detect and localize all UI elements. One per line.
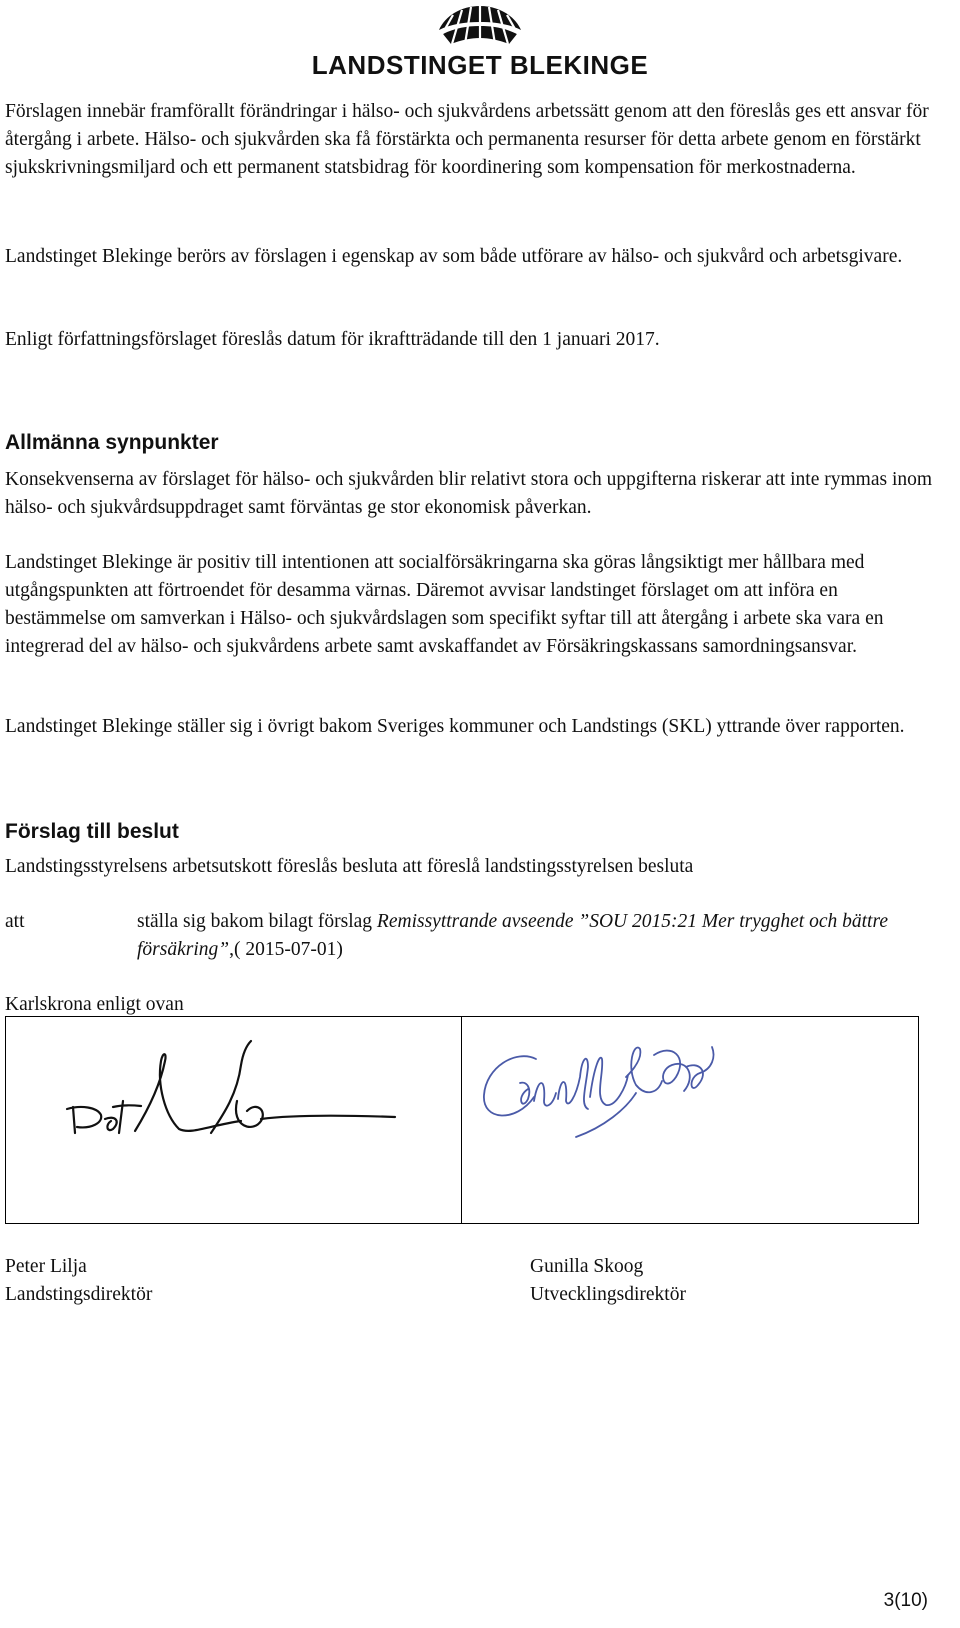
- organization-name: LANDSTINGET BLEKINGE: [311, 50, 649, 80]
- general-paragraph-3: Landstinget Blekinge ställer sig i övrigt bakom Sveriges kommuner och Landstings (SKL) yttrande över rapporten.: [5, 716, 905, 737]
- organization-logo: [300, 4, 660, 84]
- page-number: 3(10): [883, 1590, 928, 1611]
- place-line: Karlskrona enligt ovan: [5, 994, 184, 1015]
- general-paragraph-1: Konsekvenserna av förslaget för hälso- och sjukvården blir relativt stora och uppgifterna riskerar att inte rymmas inom hälso- och sjukvårdsuppdraget samt förväntas ge stor ekonomisk påverkan.: [5, 469, 933, 518]
- proposal-intro: Landstingsstyrelsens arbetsutskott föreslås besluta att föreslå landstingsstyrelsen besluta: [5, 856, 694, 877]
- intro-paragraph-3: Enligt författningsförslaget föreslås datum för ikraftträdande till den 1 januari 2017.: [5, 329, 660, 350]
- att-text-prefix: ställa sig bakom bilagt förslag: [137, 911, 377, 932]
- signature-box: [5, 1016, 919, 1224]
- att-text-date: ,( 2015-07-01): [229, 939, 343, 960]
- general-heading: Allmänna synpunkter: [5, 431, 219, 454]
- intro-paragraph-2: Landstinget Blekinge berörs av förslagen i egenskap av som både utförare av hälso- och sjukvård och arbetsgivare.: [5, 246, 903, 267]
- general-paragraph-2: Landstinget Blekinge är positiv till intentionen att socialförsäkringarna ska göras långsiktigt mer hållbara med utgångspunkten att förtroendet för desamma värnas. Däremot avvisar landstinget förslaget om att införa en bestämmelse om samverkan i Hälso- och sjukvårdslagen som specifikt syftar till att återgång i arbete ska vara en integrerad del av hälso- och sjukvårdens arbete samt avskaffandet av Försäkringskassans samordningsansvar.: [5, 552, 884, 657]
- att-label: att: [5, 911, 25, 932]
- att-text: [137, 908, 927, 964]
- signatory-2-title: Utvecklingsdirektör: [530, 1284, 686, 1305]
- intro-paragraph-1: Förslagen innebär framförallt förändringar i hälso- och sjukvårdens arbetssätt genom att den föreslås ges ett ansvar för återgång i arbete. Hälso- och sjukvården ska få förstärkta och permanenta resurser för detta arbete genom en förstärkt sjukskrivningsmiljard och ett permanent statsbidrag för koordinering som kompensation för merkostnaderna.: [5, 101, 929, 178]
- proposal-heading: Förslag till beslut: [5, 820, 179, 843]
- signatory-1-name: Peter Lilja: [5, 1256, 87, 1277]
- signatory-2-name: Gunilla Skoog: [530, 1256, 644, 1277]
- logo-emblem-icon: [435, 4, 525, 50]
- signature-gunilla-skoog: [476, 1037, 746, 1147]
- signatory-1-title: Landstingsdirektör: [5, 1284, 153, 1305]
- signature-peter-lilja: [61, 1035, 401, 1145]
- att-text-title: Remissyttrande avseende ”SOU 2015:21 Mer trygghet och bättre försäkring”: [137, 911, 888, 960]
- signature-divider: [461, 1017, 462, 1223]
